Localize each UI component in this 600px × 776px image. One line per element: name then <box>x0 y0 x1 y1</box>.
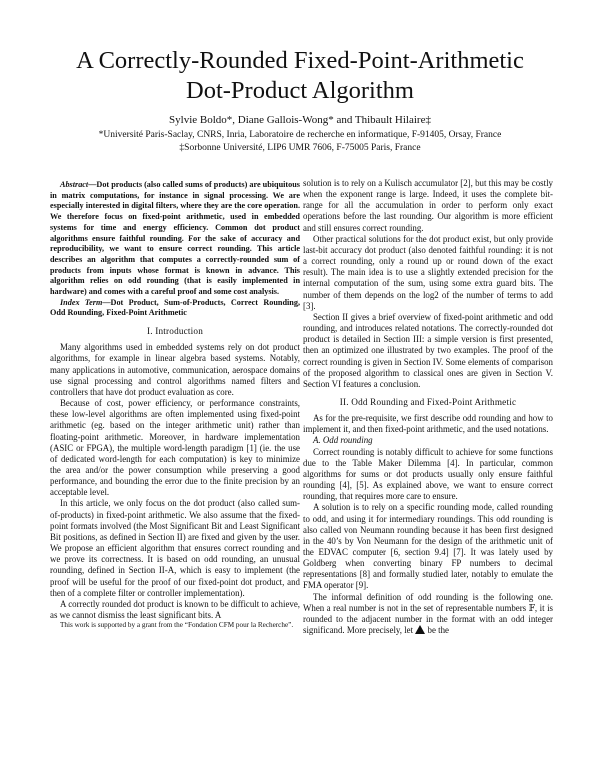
title-line-1: A Correctly-Rounded Fixed-Point-Arithmetic <box>76 47 524 74</box>
abstract <box>50 180 300 298</box>
intro-paragraph-3: In this article, we only focus on the dot product (also called sum-of-products) in fixed-point arithmetic. We also assume that the fixed-point formats involved (the Most Significant Bit and Least Significant Bit positions, as defined in Section II) are fixed and given by the user. We propose an efficient algorithm that ensures correct rounding and we prove its correctness. It is based on odd rounding, an unusual rounding, defined in Section II-A, which is easy to implement (the proof will be useful for the proof of our fixed-point dot product, and then of a complete filter or controller implementation). <box>50 498 300 598</box>
affiliations <box>40 129 560 154</box>
odd-rounding-text-a: The informal definition of odd rounding is the following one. When a real number is not in the set of representable numbers 𝔽, it is rounded to the adjacent number in the format with an odd integer significand. More precisely, let <box>303 591 553 636</box>
index-terms-text: —Dot Product, Sum-of-Products, Correct Rounding, Odd Rounding, Fixed-Point Arithmetic <box>50 297 301 318</box>
section2-intro: As for the pre-requisite, we first describe odd rounding and how to implement it, and then fixed-point arithmetic, and the used notations. <box>303 413 553 435</box>
right-column <box>303 178 553 636</box>
section-heading-introduction: I. Introduction <box>146 326 204 337</box>
odd-rounding-paragraph-2: A solution is to rely on a specific rounding mode, called rounding to odd, and using it for intermediary roundings. This odd rounding is also called von Neumann rounding because it has been first designed in the 40’s by Von Neumann for the design of the arithmetic unit of the EDVAC computer [6, section 9.4] [7]. It was lately used by Goldberg when converting binary FP numbers to decimal representations [8] and formally studied later, notably to emulate the FMA operator [9]. <box>303 502 553 591</box>
intro-paragraph-2: Because of cost, power efficiency, or performance constraints, these low-level algorithms are often implemented using fixed-point arithmetic (eg. based on the integer arithmetic unit) rather than floating-point arithmetic. Moreover, in hardware implementation (ASIC or FPGA), the multiple word-length paradigm [1] (ie. the use of dedicated word-length for each computation) is key to minimize the area and/or the power consumption while preserving a good performance, and bounding the error due to the finite precision by an acceptable level. <box>50 398 300 498</box>
abstract-text: —Dot products (also called sums of products) are ubiquitous in matrix computations, for instance in signal processing. We are especially interested in digital filters, where they are the core operation. We therefore focus on fixed-point arithmetic, used in embedded systems for time and energy efficiency. Common dot product algorithms ensure faithful rounding. For the sake of accuracy and reproducibility, we want to ensure correct rounding. This article describes an algorithm that computes a correctly-rounded sum of products from inputs whose format is known in advance. This algorithm relies on odd rounding (that is easily implemented in hardware) and comes with a careful proof and some cost analysis. <box>50 180 300 297</box>
index-terms <box>50 298 300 319</box>
intro-paragraph-4: A correctly rounded dot product is known to be difficult to achieve, as we cannot dismiss the least significant bits. A <box>50 598 300 621</box>
index-terms-label: Index Term <box>60 297 103 307</box>
left-column <box>50 180 300 630</box>
intro-paragraph-1: Many algorithms used in embedded systems rely on dot product algorithms, for example in linear algebra based systems. Notably, many applications in automotive, communication, aerospace domains use signal processing and control algorithms named filters and controllers that have dot product evaluation as core. <box>50 342 300 397</box>
abstract-label: Abstract <box>60 180 89 189</box>
triangle-symbol-icon <box>415 625 425 634</box>
paper-title <box>40 46 560 106</box>
title-line-2: Dot-Product Algorithm <box>186 77 414 104</box>
authors: Sylvie Boldo*, Diane Gallois-Wong* and Thibault Hilaire‡ <box>169 114 431 126</box>
affiliation-2: ‡Sorbonne Université, LIP6 UMR 7606, F-75005 Paris, France <box>179 142 421 153</box>
section-heading-odd-rounding: II. Odd Rounding and Fixed-Point Arithmetic <box>339 396 517 407</box>
right-paragraph-1: solution is to rely on a Kulisch accumulator [2], but this may be costly when the exponent range is large. Indeed, it uses the complete bit-range for all the accumulation in order to perform only exact operations before the last rounding. Our algorithm is more efficient and still ensures correct rounding. <box>303 178 553 233</box>
subsection-heading-odd-rounding: A. Odd rounding <box>313 435 373 446</box>
odd-rounding-paragraph-3 <box>303 592 553 637</box>
affiliation-1: *Université Paris-Saclay, CNRS, Inria, Laboratoire de recherche en informatique, F-91405, Orsay, France <box>98 130 502 140</box>
funding-footnote: This work is supported by a grant from the “Fondation CFM pour la Recherche”. <box>60 621 294 630</box>
right-paragraph-2: Other practical solutions for the dot product exist, but only provide last-bit accuracy dot product (also denoted faithful rounding: it is not a correct rounding, only a round up or round down of the exact result). The main idea is to use a slightly extended precision for the internal computation of the sum, using some extra guard bits. The number of them depends on the log2 of the number of terms to add [3]. <box>303 233 553 311</box>
right-paragraph-3: Section II gives a brief overview of fixed-point arithmetic and odd rounding, and introduces related notations. The correctly-rounded dot product is detailed in Section III: a simple version is first presented, then an optimized one illustrated by two examples. The proof of the correct rounding is given in Section IV. Some elements of comparison of the proposed algorithm to classical ones are given in Section V. Section VI features a conclusion. <box>303 311 553 389</box>
odd-rounding-text-b: be the <box>427 625 449 636</box>
odd-rounding-paragraph-1: Correct rounding is notably difficult to achieve for some functions due to the Table Maker Dilemma [4]. In particular, common algorithms for sums or dot products usually only ensure faithful rounding [4], [5]. As explained above, we want to ensure correct rounding, that requires more care to ensure. <box>303 446 553 502</box>
